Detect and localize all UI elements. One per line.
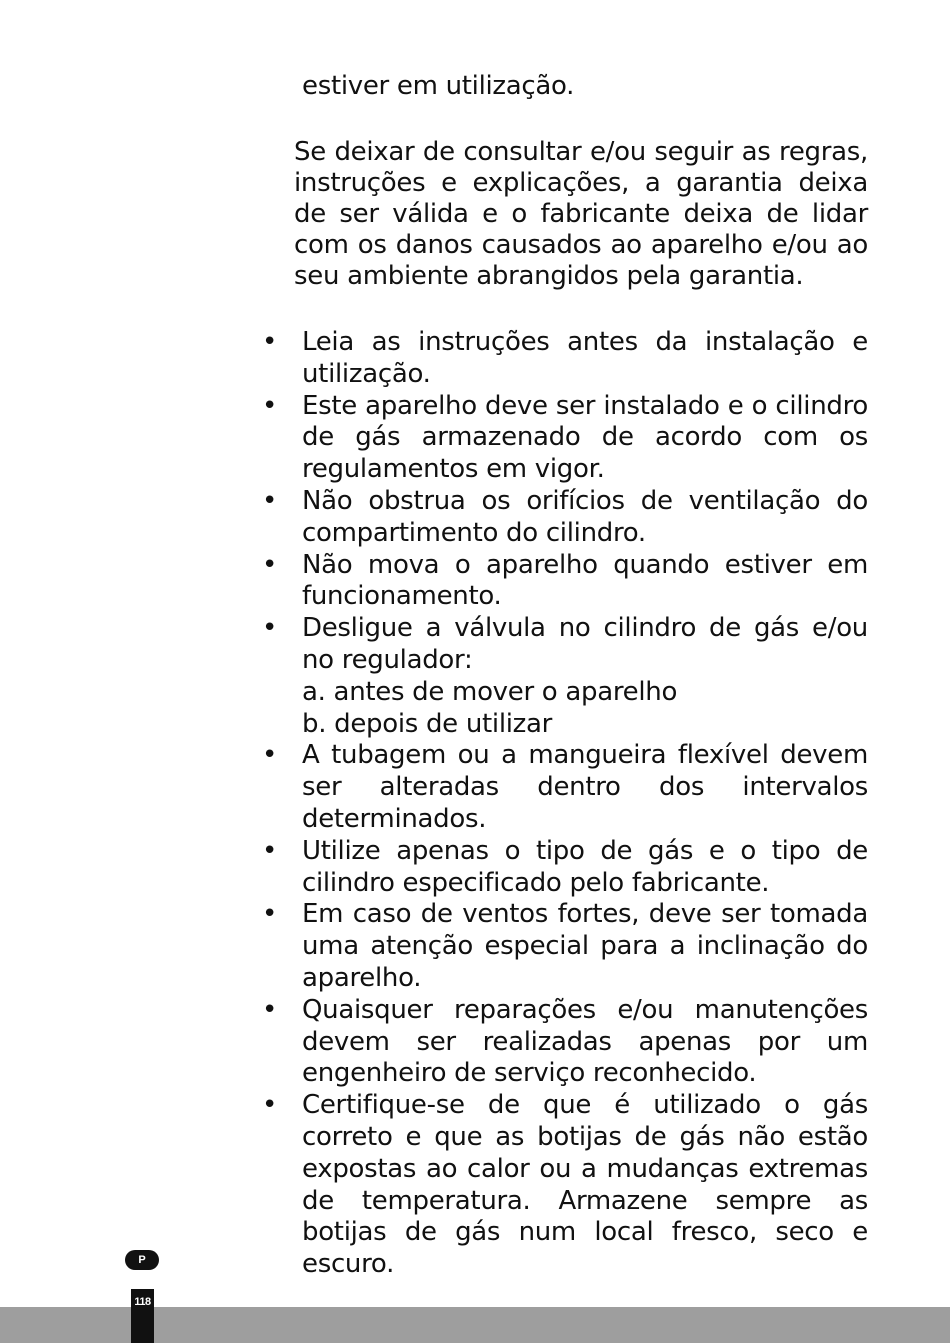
list-item [262,327,868,391]
list-item [262,836,868,900]
list-item-text: Certifique-se de que é utilizado o gás correto e que as botijas de gás não estão expostas ao calor ou a mudanças extremas de temperatura. Armazene sempre as botijas de gás num local fresco, seco e escuro. [302,1090,868,1280]
list-item-text: Quaisquer reparações e/ou manutenções devem ser realizadas apenas por um engenheiro de serviço reconhecido. [302,994,868,1089]
bullet-icon: • [262,390,278,421]
bullet-icon: • [262,549,278,580]
sub-item-a: a. antes de mover o aparelho [302,676,678,707]
page-number: 118 [134,1296,151,1308]
list-item-text: Não obstrua os orifícios de ventilação do compartimento do cilindro. [302,485,868,548]
bullet-icon: • [262,327,278,357]
list-item [262,899,868,994]
list-item-text: A tubagem ou a mangueira flexível devem ser alteradas dentro dos intervalos determinados. [302,740,868,834]
bullet-icon: • [262,835,278,866]
list-item [262,1090,868,1281]
bullet-icon: • [262,899,278,930]
bullet-icon: • [262,485,278,516]
bullet-icon: • [262,740,278,771]
list-item [262,486,868,550]
list-item-text: Leia as instruções antes da instalação e utilização. [302,327,868,389]
bullet-icon: • [262,994,278,1025]
list-item-text: Não mova o aparelho quando estiver em funcionamento. [302,549,868,612]
list-item-text: Em caso de ventos fortes, deve ser tomada uma atenção especial para a inclinação do aparelho. [302,899,868,993]
warranty-text: Se deixar de consultar e/ou seguir as regras, instruções e explicações, a garantia deixa de ser válida e o fabricante deixa de lidar com os danos causados ao aparelho e/ou ao seu ambiente abrangidos pela garantia. [294,137,868,291]
bullet-icon: • [262,613,278,644]
warranty-paragraph [294,137,868,292]
continuation-text: estiver em utilização. [302,71,575,101]
list-item [262,550,868,614]
sub-item-b: b. depois de utilizar [302,708,553,739]
safety-instructions-list [262,327,868,1281]
list-item-text: Utilize apenas o tipo de gás e o tipo de cilindro especificado pelo fabricante. [302,835,868,898]
bullet-icon: • [262,1090,278,1121]
list-item [262,740,868,835]
list-item-text: Desligue a válvula no cilindro de gás e/ou no regulador: [302,613,868,675]
list-item [262,613,868,740]
list-item-text: Este aparelho deve ser instalado e o cilindro de gás armazenado de acordo com os regulamentos em vigor. [302,390,868,485]
list-item [262,995,868,1090]
list-item [262,391,868,486]
language-badge: P [125,1250,159,1270]
page-number-tab [131,1289,154,1343]
